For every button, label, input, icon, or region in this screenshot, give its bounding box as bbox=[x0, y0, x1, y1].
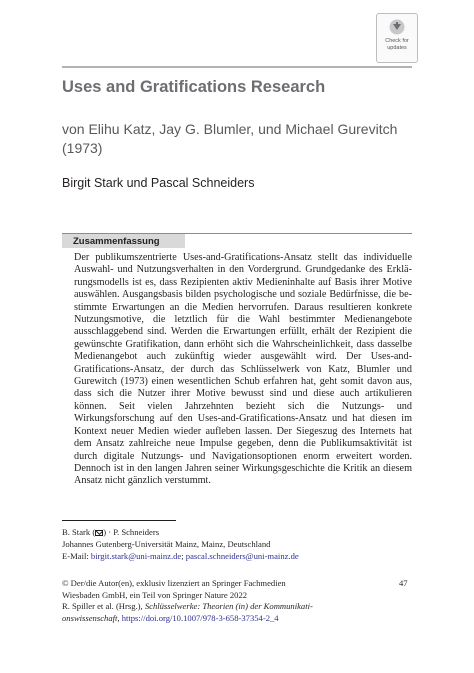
copyright-line1: © Der/die Autor(en), exklusiv lizenziert an Springer Fachmedien bbox=[62, 578, 286, 588]
citation-book-title: Schlüsselwerke: Theorien (in) der Kommunikati- bbox=[144, 601, 313, 611]
citation-line2 bbox=[62, 613, 412, 625]
email-link-schneiders[interactable]: pascal.schneiders@uni-mainz.de bbox=[185, 551, 299, 561]
badge-text bbox=[377, 38, 417, 51]
footnote-affiliation: Johannes Gutenberg-Universität Mainz, Mainz, Deutschland bbox=[62, 539, 271, 549]
email-label: E-Mail: bbox=[62, 551, 91, 561]
email-link-stark[interactable]: birgit.stark@uni-mainz.de bbox=[90, 551, 182, 561]
footnote-names-before: B. Stark ( bbox=[62, 527, 96, 537]
footnote-divider bbox=[62, 520, 176, 521]
copyright-line2: Wiesbaden GmbH, ein Teil von Springer Nature 2022 bbox=[62, 589, 248, 600]
email-separator: ; bbox=[181, 551, 186, 561]
footnote-email-line bbox=[62, 551, 299, 562]
check-for-updates-icon bbox=[389, 19, 405, 35]
chapter-title: Uses and Gratifications Research bbox=[62, 78, 326, 96]
chapter-subtitle: von Elihu Katz, Jay G. Blumler, und Michael Gurevitch (1973) bbox=[62, 121, 398, 156]
top-divider bbox=[62, 66, 412, 68]
page-number: 47 bbox=[399, 578, 408, 588]
citation-book-title-cont: onswissenschaft bbox=[62, 612, 118, 623]
check-for-updates-badge[interactable] bbox=[376, 13, 418, 63]
badge-text-line1: Check for bbox=[385, 38, 409, 44]
citation-editors: R. Spiller et al. (Hrsg.), bbox=[62, 601, 145, 611]
abstract-text: Der publikumszentrierte Uses-and-Gratifications-Ansatz stellt das individuelle Auswahl- und Nutzungsverhalten in den Vordergrund. Grundgedanke des Erklärungsmodells ist es, dass Rezipienten aktiv Medieninhalte auf Basis ihrer Motive auswählen. Ausgangsbasis bilden psychologische und soziale Bedürfnisse, die bestimmte Erwartungen an die Medien hervorrufen. Daraus resultieren konkrete Nutzungsmotive, die letztlich für die Wahl bestimmter Medienangebote ausschlaggebend sind. Werden die Erwartungen erfüllt, erhält der Rezipient die gewünschte Gratifikation, dann erhöht sich die Wahrscheinlichkeit, dass dasselbe Medienangebot auch zukünftig wieder ausgewählt wird. Der Uses-and-Gratifications-Ansatz, der durch das Schlüsselwerk von Katz, Blumler und Gurewitch (1973) einen wesentlichen Schub erfahren hat, geht somit davon aus, dass sich die Nutzer ihrer Motive bewusst sind und diese auch artikulieren können. Seit vielen Jahrzehnten bezieht sich die Nutzungs- und Wirkungsforschung auf den Uses-and-Gratifications-Ansatz und hat diesen im Kontext neuer Medien wieder aufleben lassen. Der Siegeszug des Internets hat dem Ansatz zahlreiche neue Impulse gegeben, denn die Publikumsaktivität ist durch digitale Nutzungs- und Navigationsoptionen enorm erweitert worden. Dennoch ist in den langen Jahren seiner Wirkungsgeschichte die Kritik an diesem Ansatz nicht gänzlich verstummt. bbox=[74, 252, 412, 487]
footnote-names-after: ) · P. Schneiders bbox=[103, 527, 160, 537]
badge-text-line2: updates bbox=[387, 44, 407, 51]
footnote-author-names bbox=[62, 527, 159, 538]
abstract-heading: Zusammenfassung bbox=[73, 236, 160, 247]
chapter-authors: Birgit Stark und Pascal Schneiders bbox=[62, 176, 255, 190]
citation-separator: , bbox=[117, 612, 122, 623]
citation-line1 bbox=[62, 601, 412, 613]
envelope-icon bbox=[95, 530, 103, 536]
copyright-block bbox=[62, 578, 412, 624]
doi-link[interactable]: https://doi.org/10.1007/978-3-658-37354-2_4 bbox=[121, 612, 279, 623]
